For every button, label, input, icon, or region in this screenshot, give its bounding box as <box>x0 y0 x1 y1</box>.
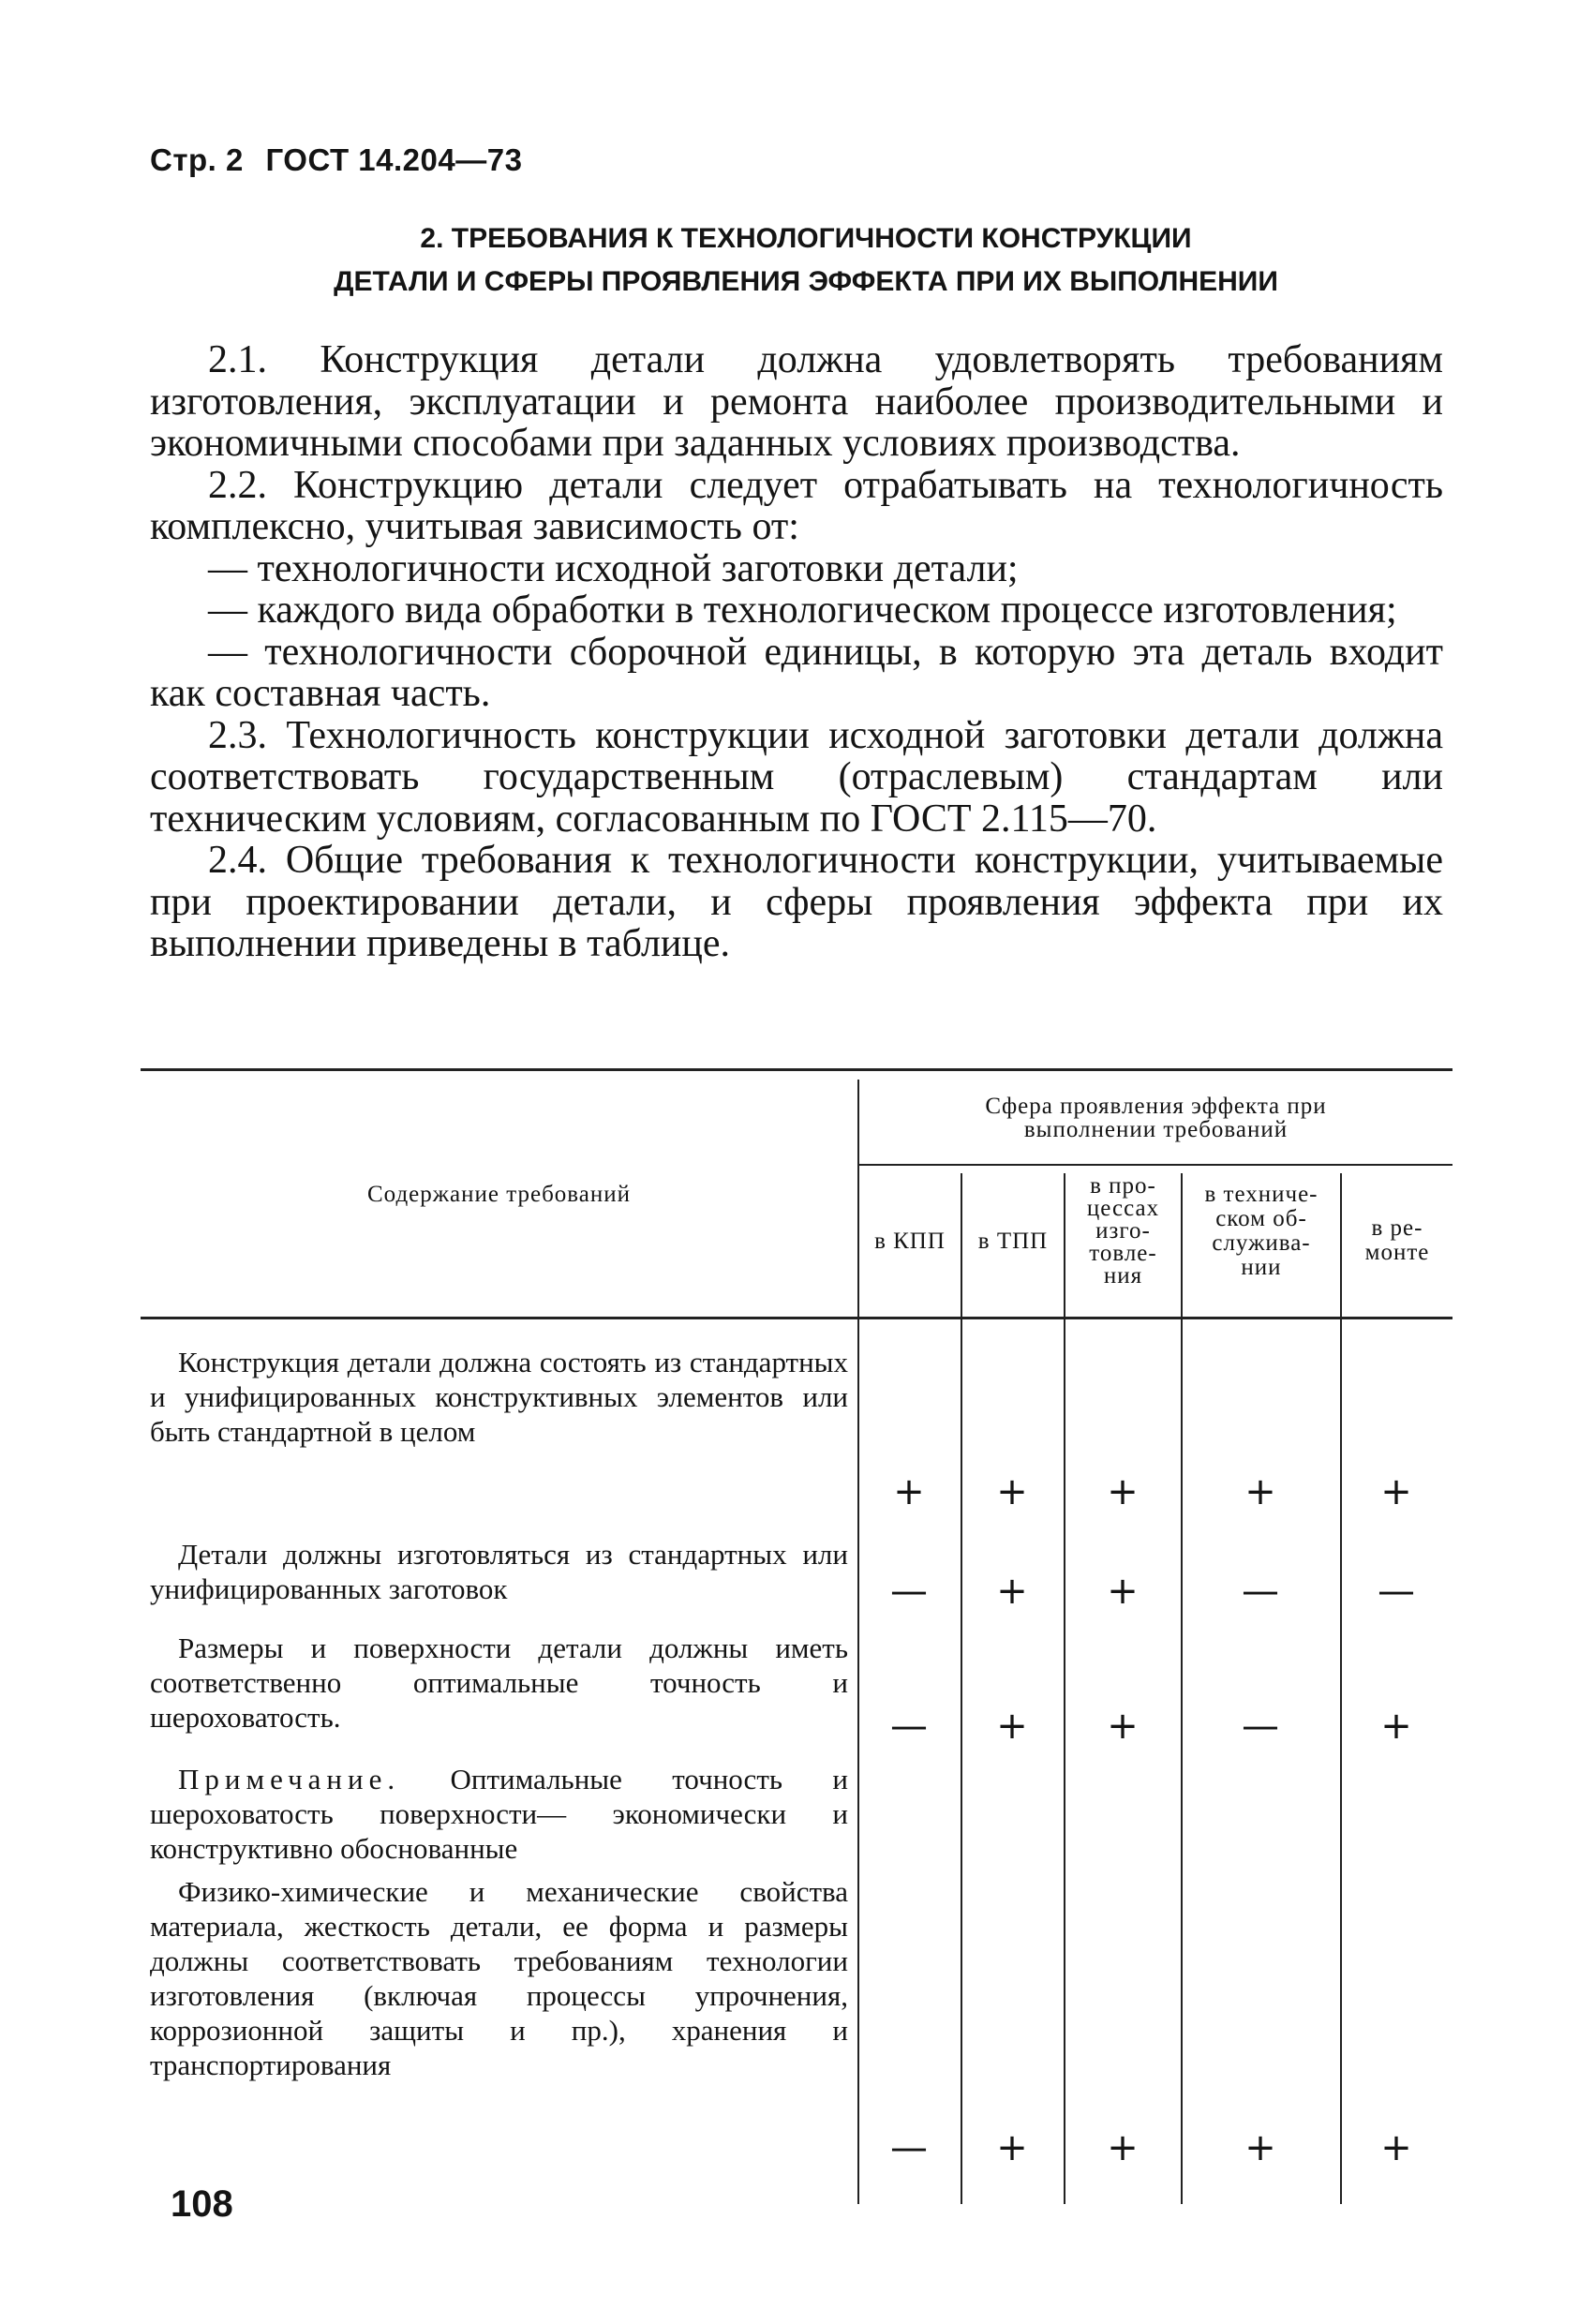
body-text <box>150 339 1443 965</box>
standard-code: ГОСТ 14.204—73 <box>265 142 523 177</box>
header-line: в ре- <box>1371 1215 1423 1241</box>
col-divider-1 <box>961 1173 962 2204</box>
header-line: товле- <box>1089 1241 1157 1266</box>
page-label: Стр. 2 <box>150 142 244 177</box>
header-line: монте <box>1364 1240 1430 1265</box>
header-col-repair <box>1342 1216 1452 1265</box>
header-effect-group <box>859 1095 1452 1141</box>
header-line: изго- <box>1095 1218 1151 1244</box>
header-col-kpp <box>859 1229 961 1253</box>
page-number: 108 <box>171 2183 233 2225</box>
row-5-mark-tpp: + <box>996 2126 1028 2169</box>
dash-item-2: — каждого вида обработки в технологическом процессе изготовления; <box>208 588 1397 632</box>
header-line: в про- <box>1090 1173 1156 1199</box>
header-col-manufacturing <box>1065 1175 1181 1288</box>
note-label: Примечание. <box>178 1763 401 1795</box>
subheader-rule <box>857 1164 1452 1166</box>
header-line: нии <box>1241 1255 1282 1280</box>
header-col-kpp-line: в КПП <box>874 1229 946 1254</box>
row-5-mark-manufacturing: + <box>1107 2126 1139 2169</box>
row-1-mark-tpp: + <box>996 1470 1028 1513</box>
row-1-mark-repair: + <box>1380 1470 1412 1513</box>
paragraph-2-2: 2.2. Конструкцию детали следует отрабатывать на технологичность комплексно, учитывая зависимость от: <box>150 463 1443 548</box>
header-col-tpp <box>962 1229 1064 1253</box>
col-divider-2 <box>1064 1173 1065 2204</box>
section-title-line1: 2. ТРЕБОВАНИЯ К ТЕХНОЛОГИЧНОСТИ КОНСТРУКЦИИ <box>420 223 1192 254</box>
table-row-3-text: Размеры и поверхности детали должны иметь соответственно оптимальные точность и шероховатость. <box>150 1631 848 1734</box>
col-divider-3 <box>1181 1173 1183 2204</box>
row-2-mark-kpp: — <box>890 1570 928 1613</box>
header-line: в техниче- <box>1204 1182 1318 1207</box>
paragraph-2-4: 2.4. Общие требования к технологичности конструкции, учитываемые при проектировании детали, и сферы проявления эффекта при их выполнении приведены в таблице. <box>150 839 1443 965</box>
header-effect-group-line1: Сфера проявления эффекта при <box>985 1094 1327 1119</box>
row-3-mark-repair: + <box>1380 1705 1412 1748</box>
note-text: Оптимальные точность и шероховатость поверхности— экономически и конструктивно обоснованные <box>150 1763 848 1865</box>
header-requirements: Содержание требований <box>367 1182 631 1207</box>
header-line: ния <box>1103 1263 1143 1289</box>
row-1-mark-maintenance: + <box>1244 1470 1276 1513</box>
header-line: цессах <box>1086 1196 1160 1221</box>
col-divider-4 <box>1340 1173 1342 2204</box>
page-header <box>150 142 535 178</box>
header-col-maintenance <box>1183 1183 1340 1280</box>
header-line: ском об- <box>1215 1206 1307 1231</box>
table-row-note <box>150 1762 848 1866</box>
header-bottom-rule <box>141 1317 1452 1319</box>
row-2-mark-maintenance: — <box>1242 1570 1279 1613</box>
table-row-1-text: Конструкция детали должна состоять из стандартных и унифицированных конструктивных элементов или быть стандартной в целом <box>150 1346 848 1448</box>
row-2-mark-manufacturing: + <box>1107 1570 1139 1613</box>
table-top-rule <box>141 1068 1452 1071</box>
header-line: служива- <box>1212 1230 1311 1256</box>
row-1-mark-kpp: + <box>893 1470 925 1513</box>
paragraph-2-3: 2.3. Технологичность конструкции исходной заготовки детали должна соответствовать государственным (отраслевым) стандартам или техническим условиям, согласованным по ГОСТ 2.115—70. <box>150 713 1443 841</box>
dash-item-3: — технологичности сборочной единицы, в которую эта деталь входит как составная часть. <box>150 630 1443 715</box>
table-row-2-text: Детали должны изготовляться из стандартных или унифицированных заготовок <box>150 1538 848 1605</box>
header-col-tpp-line: в ТПП <box>977 1229 1049 1254</box>
paragraph-2-1: 2.1. Конструкция детали должна удовлетворять требованиям изготовления, эксплуатации и ремонта наиболее производительными и экономичными способами при заданных условиях производства. <box>150 338 1443 465</box>
row-2-mark-repair: — <box>1378 1570 1415 1613</box>
row-5-mark-maintenance: + <box>1244 2126 1276 2169</box>
header-effect-group-line2: выполнении требований <box>1023 1117 1289 1142</box>
row-5-mark-kpp: — <box>890 2126 928 2169</box>
dash-item-1: — технологичности исходной заготовки детали; <box>208 546 1019 590</box>
row-2-mark-tpp: + <box>996 1570 1028 1613</box>
row-3-mark-kpp: — <box>890 1705 928 1748</box>
table-row-5-text: Физико-химические и механические свойства материала, жесткость детали, ее форма и размеры должны соответствовать требованиям технологии изготовления (включая процессы упрочнения, коррозионной защиты и пр.), хранения и транспортирования <box>150 1875 848 2081</box>
row-3-mark-tpp: + <box>996 1705 1028 1748</box>
requirements-table <box>141 1068 1452 2207</box>
row-1-mark-manufacturing: + <box>1107 1470 1139 1513</box>
section-title-line2: ДЕТАЛИ И СФЕРЫ ПРОЯВЛЕНИЯ ЭФФЕКТА ПРИ ИХ ВЫПОЛНЕНИИ <box>334 266 1278 297</box>
section-title <box>187 217 1424 304</box>
row-3-mark-maintenance: — <box>1242 1705 1279 1748</box>
row-3-mark-manufacturing: + <box>1107 1705 1139 1748</box>
row-5-mark-repair: + <box>1380 2126 1412 2169</box>
